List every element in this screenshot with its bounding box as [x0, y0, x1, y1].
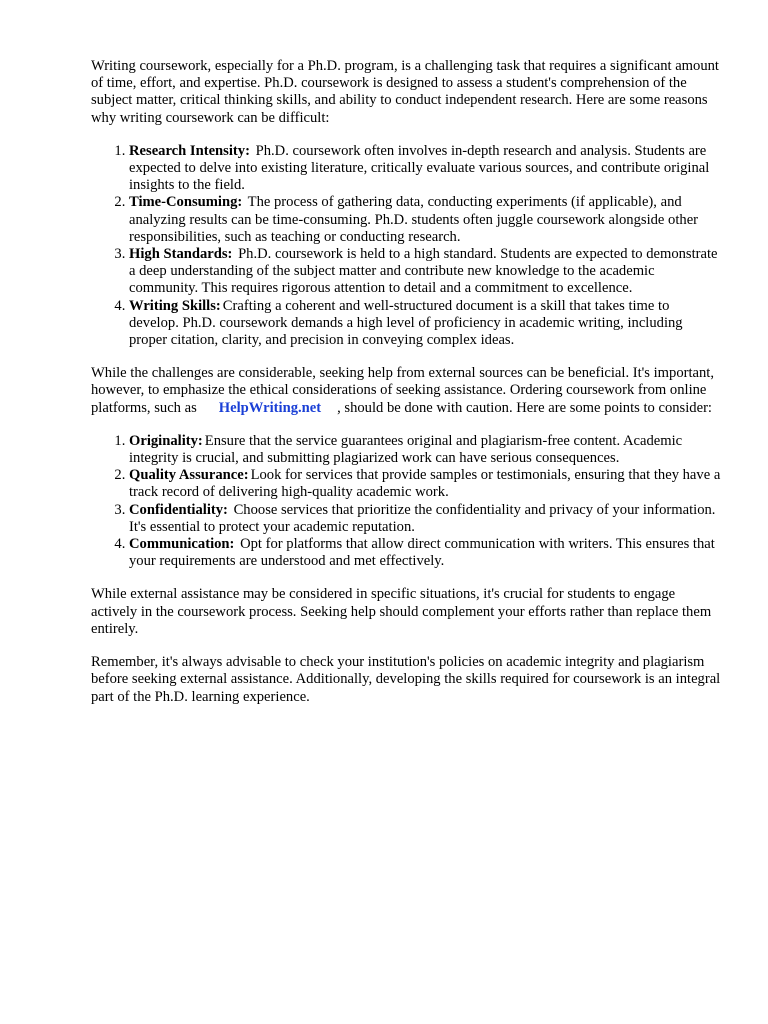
list-item	[129, 298, 721, 350]
list-item-term: Quality Assurance:	[129, 467, 249, 484]
list-item	[129, 143, 721, 195]
list-item-text: Choose services that prioritize the confidentiality and privacy of your information. It's essential to protect your academic reputation.	[129, 501, 716, 535]
challenges-text-after: , should be done with caution. Here are some points to consider:	[337, 399, 712, 416]
list-item-text: Crafting a coherent and well-structured document is a skill that takes time to develop. Ph.D. coursework demands a high level of proficiency in academic writing, including proper citation, clarity, and precision in conveying complex ideas.	[129, 297, 683, 349]
list-item-text: Ph.D. coursework is held to a high standard. Students are expected to demonstrate a deep understanding of the subject matter and contribute new knowledge to the academic community. This requires rigorous attention to detail and a commitment to excellence.	[129, 246, 718, 297]
considerations-list	[91, 433, 721, 571]
list-item	[129, 194, 721, 246]
list-item-term: Originality:	[129, 432, 203, 449]
list-item-term: Confidentiality:	[129, 501, 228, 518]
list-item-term: Research Intensity:	[129, 142, 250, 159]
closing-paragraph-2: Remember, it's always advisable to check your institution's policies on academic integrity and plagiarism before seeking external assistance. Additionally, developing the skills required for coursework is an integral part of the Ph.D. learning experience.	[91, 654, 721, 705]
list-item-term: High Standards:	[129, 246, 233, 263]
intro-paragraph: Writing coursework, especially for a Ph.D. program, is a challenging task that requires a significant amount of time, effort, and expertise. Ph.D. coursework is designed to assess a student's comprehension of the subject matter, critical thinking skills, and ability to conduct independent research. Here are some reasons why writing coursework can be difficult:	[91, 58, 719, 126]
closing-paragraph-1: While external assistance may be considered in specific situations, it's crucial for students to engage actively in the coursework process. Seeking help should complement your efforts rather than replace them entirely.	[91, 586, 712, 637]
list-item-term: Time-Consuming:	[129, 194, 243, 211]
list-item-term: Communication:	[129, 536, 235, 553]
list-item	[129, 246, 721, 298]
list-item	[129, 536, 721, 570]
list-item	[129, 467, 721, 501]
list-item-text: Look for services that provide samples or testimonials, ensuring that they have a track record of delivering high-quality academic work.	[129, 467, 721, 501]
list-item-text: Ph.D. coursework often involves in-depth research and analysis. Students are expected to delve into existing literature, critically evaluate various sources, and contribute original insights to the field.	[129, 142, 710, 194]
list-item-text: Ensure that the service guarantees original and plagiarism-free content. Academic integrity is crucial, and submitting plagiarized work can have serious consequences.	[129, 432, 683, 467]
list-item	[129, 433, 721, 467]
list-item-text: The process of gathering data, conducting experiments (if applicable), and analyzing results can be time-consuming. Ph.D. students often juggle coursework alongside other responsibilities, such as teaching or conducting research.	[129, 194, 699, 245]
helpwriting-link[interactable]: HelpWriting.net	[218, 399, 322, 416]
list-item-text: Opt for platforms that allow direct communication with writers. This ensures that your requirements are understood and met effectively.	[129, 536, 715, 570]
challenges-text-before: While the challenges are considerable, seeking help from external sources can be beneficial. It's important, however, to emphasize the ethical considerations of seeking assistance. Ordering coursework from online platforms, such as	[91, 365, 715, 416]
challenges-paragraph	[91, 365, 721, 417]
document-page	[91, 58, 721, 722]
list-item	[129, 502, 721, 536]
difficulties-list	[91, 143, 721, 349]
list-item-term: Writing Skills:	[129, 297, 221, 314]
